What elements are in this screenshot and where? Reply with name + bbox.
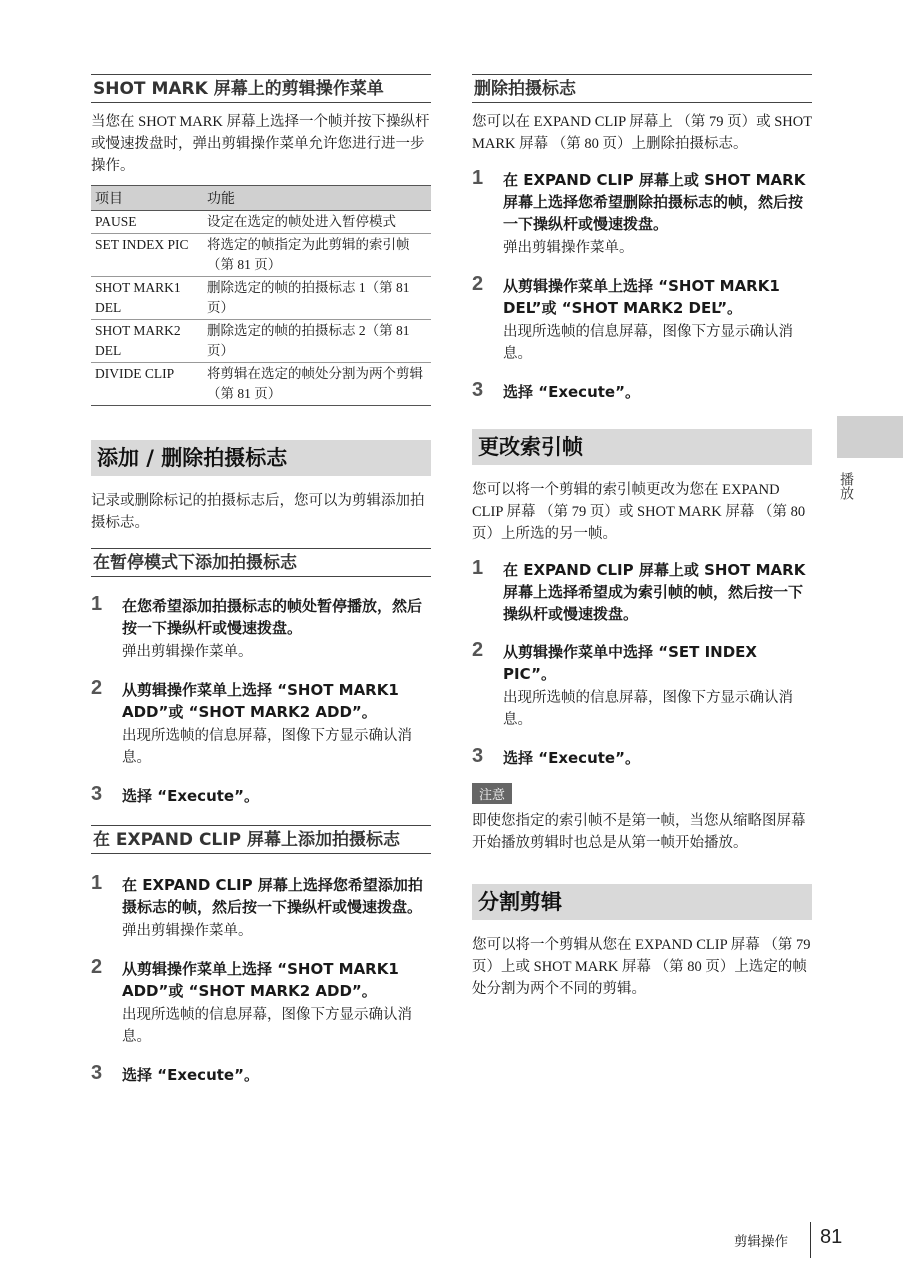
menu-function-table — [91, 185, 431, 406]
step-text: 在 EXPAND CLIP 屏幕上选择您希望添加拍摄标志的帧，然后按一下操纵杆或慢速拨盘。 — [122, 876, 423, 916]
table-cell-function: 将剪辑在选定的帧处分割为两个剪辑（第 81 页） — [203, 363, 431, 406]
step-number: 3 — [91, 1062, 103, 1084]
table-cell-item: DIVIDE CLIP — [91, 363, 203, 406]
add-delete-section-title: 添加 / 删除拍摄标志 — [91, 440, 431, 476]
table-row — [91, 211, 431, 234]
step-number: 1 — [472, 557, 484, 579]
footer-section-label: 剪辑操作 — [734, 1234, 788, 1250]
add-delete-intro: 记录或删除标记的拍摄标志后，您可以为剪辑添加拍摄标志。 — [91, 493, 425, 531]
table-header-item: 项目 — [91, 186, 203, 211]
table-header-row — [91, 186, 431, 211]
note-badge: 注意 — [472, 783, 512, 804]
delete-shot-mark-heading: 删除拍摄标志 — [472, 74, 812, 103]
table-row — [91, 277, 431, 320]
left-column — [91, 74, 431, 1086]
expand-step-1 — [91, 874, 431, 942]
step-number: 1 — [91, 872, 103, 894]
table-header-function: 功能 — [203, 186, 431, 211]
expand-clip-heading: 在 EXPAND CLIP 屏幕上添加拍摄标志 — [91, 825, 431, 854]
change-index-section-title: 更改索引帧 — [472, 429, 812, 465]
step-text: 选择 “Execute”。 — [503, 749, 640, 767]
step-number: 1 — [91, 593, 103, 615]
step-result: 弹出剪辑操作菜单。 — [122, 644, 253, 660]
step-result: 弹出剪辑操作菜单。 — [122, 923, 253, 939]
step-text: 从剪辑操作菜单上选择 “SHOT MARK1 DEL”或 “SHOT MARK2 DEL”。 — [503, 277, 780, 317]
table-cell-item: SHOT MARK2 DEL — [91, 320, 203, 363]
step-result: 出现所选帧的信息屏幕，图像下方显示确认消息。 — [122, 728, 412, 766]
step-result: 出现所选帧的信息屏幕，图像下方显示确认消息。 — [503, 324, 793, 362]
step-number: 1 — [472, 167, 484, 189]
step-text: 在 EXPAND CLIP 屏幕上或 SHOT MARK 屏幕上选择您希望删除拍摄标志的帧，然后按一下操纵杆或慢速拨盘。 — [503, 171, 806, 233]
expand-step-2 — [91, 958, 431, 1048]
shot-mark-intro: 当您在 SHOT MARK 屏幕上选择一个帧并按下操纵杆或慢速拨盘时，弹出剪辑操作菜单允许您进行进一步操作。 — [91, 114, 430, 174]
page-number: 81 — [820, 1226, 843, 1248]
step-text: 在您希望添加拍摄标志的帧处暂停播放，然后按一下操纵杆或慢速拨盘。 — [122, 597, 423, 637]
delete-intro: 您可以在 EXPAND CLIP 屏幕上 （第 79 页）或 SHOT MARK 屏幕 （第 80 页）上删除拍摄标志。 — [472, 114, 812, 152]
table-cell-item: SET INDEX PIC — [91, 234, 203, 277]
change-index-intro: 您可以将一个剪辑的索引帧更改为您在 EXPAND CLIP 屏幕 （第 79 页）或 SHOT MARK 屏幕 （第 80 页）上所选的另一帧。 — [472, 482, 806, 542]
table-cell-function: 删除选定的帧的拍摄标志 2（第 81 页） — [203, 320, 431, 363]
step-text: 从剪辑操作菜单中选择 “SET INDEX PIC”。 — [503, 643, 757, 683]
table-cell-function: 删除选定的帧的拍摄标志 1（第 81 页） — [203, 277, 431, 320]
step-result: 弹出剪辑操作菜单。 — [503, 240, 634, 256]
step-number: 3 — [91, 783, 103, 805]
pause-step-2 — [91, 679, 431, 769]
step-result: 出现所选帧的信息屏幕，图像下方显示确认消息。 — [503, 690, 793, 728]
note-block — [472, 783, 812, 854]
delete-step-2 — [472, 275, 812, 365]
table-row — [91, 320, 431, 363]
pause-step-1 — [91, 595, 431, 663]
table-cell-item: PAUSE — [91, 211, 203, 234]
step-result: 出现所选帧的信息屏幕，图像下方显示确认消息。 — [122, 1007, 412, 1045]
step-text: 选择 “Execute”。 — [122, 1066, 259, 1084]
delete-step-1 — [472, 169, 812, 259]
step-number: 2 — [472, 639, 484, 661]
index-step-1 — [472, 559, 812, 625]
step-number: 2 — [91, 956, 103, 978]
delete-step-3 — [472, 381, 812, 403]
divide-clip-section-title: 分割剪辑 — [472, 884, 812, 920]
step-number: 2 — [91, 677, 103, 699]
step-number: 2 — [472, 273, 484, 295]
pause-step-3 — [91, 785, 431, 807]
index-step-3 — [472, 747, 812, 769]
index-step-2 — [472, 641, 812, 731]
step-text: 在 EXPAND CLIP 屏幕上或 SHOT MARK 屏幕上选择希望成为索引帧的帧，然后按一下操纵杆或慢速拨盘。 — [503, 561, 806, 623]
table-cell-function: 设定在选定的帧处进入暂停模式 — [203, 211, 431, 234]
table-row — [91, 363, 431, 406]
step-text: 从剪辑操作菜单上选择 “SHOT MARK1 ADD”或 “SHOT MARK2 ADD”。 — [122, 960, 399, 1000]
divide-clip-intro: 您可以将一个剪辑从您在 EXPAND CLIP 屏幕 （第 79 页）上或 SHOT MARK 屏幕 （第 80 页）上选定的帧处分割为两个不同的剪辑。 — [472, 937, 811, 997]
table-row — [91, 234, 431, 277]
table-cell-item: SHOT MARK1 DEL — [91, 277, 203, 320]
table-cell-function: 将选定的帧指定为此剪辑的索引帧（第 81 页） — [203, 234, 431, 277]
right-column — [472, 74, 812, 1000]
step-text: 选择 “Execute”。 — [503, 383, 640, 401]
pause-mode-heading: 在暂停模式下添加拍摄标志 — [91, 548, 431, 577]
expand-step-3 — [91, 1064, 431, 1086]
side-chapter-label: 播放 — [838, 472, 854, 500]
side-tab-marker — [837, 416, 903, 458]
note-text: 即使您指定的索引帧不是第一帧，当您从缩略图屏幕开始播放剪辑时也总是从第一帧开始播放。 — [472, 813, 806, 851]
step-text: 选择 “Execute”。 — [122, 787, 259, 805]
footer-divider — [810, 1222, 811, 1258]
step-text: 从剪辑操作菜单上选择 “SHOT MARK1 ADD”或 “SHOT MARK2 ADD”。 — [122, 681, 399, 721]
step-number: 3 — [472, 745, 484, 767]
shot-mark-menu-heading: SHOT MARK 屏幕上的剪辑操作菜单 — [91, 74, 431, 103]
step-number: 3 — [472, 379, 484, 401]
